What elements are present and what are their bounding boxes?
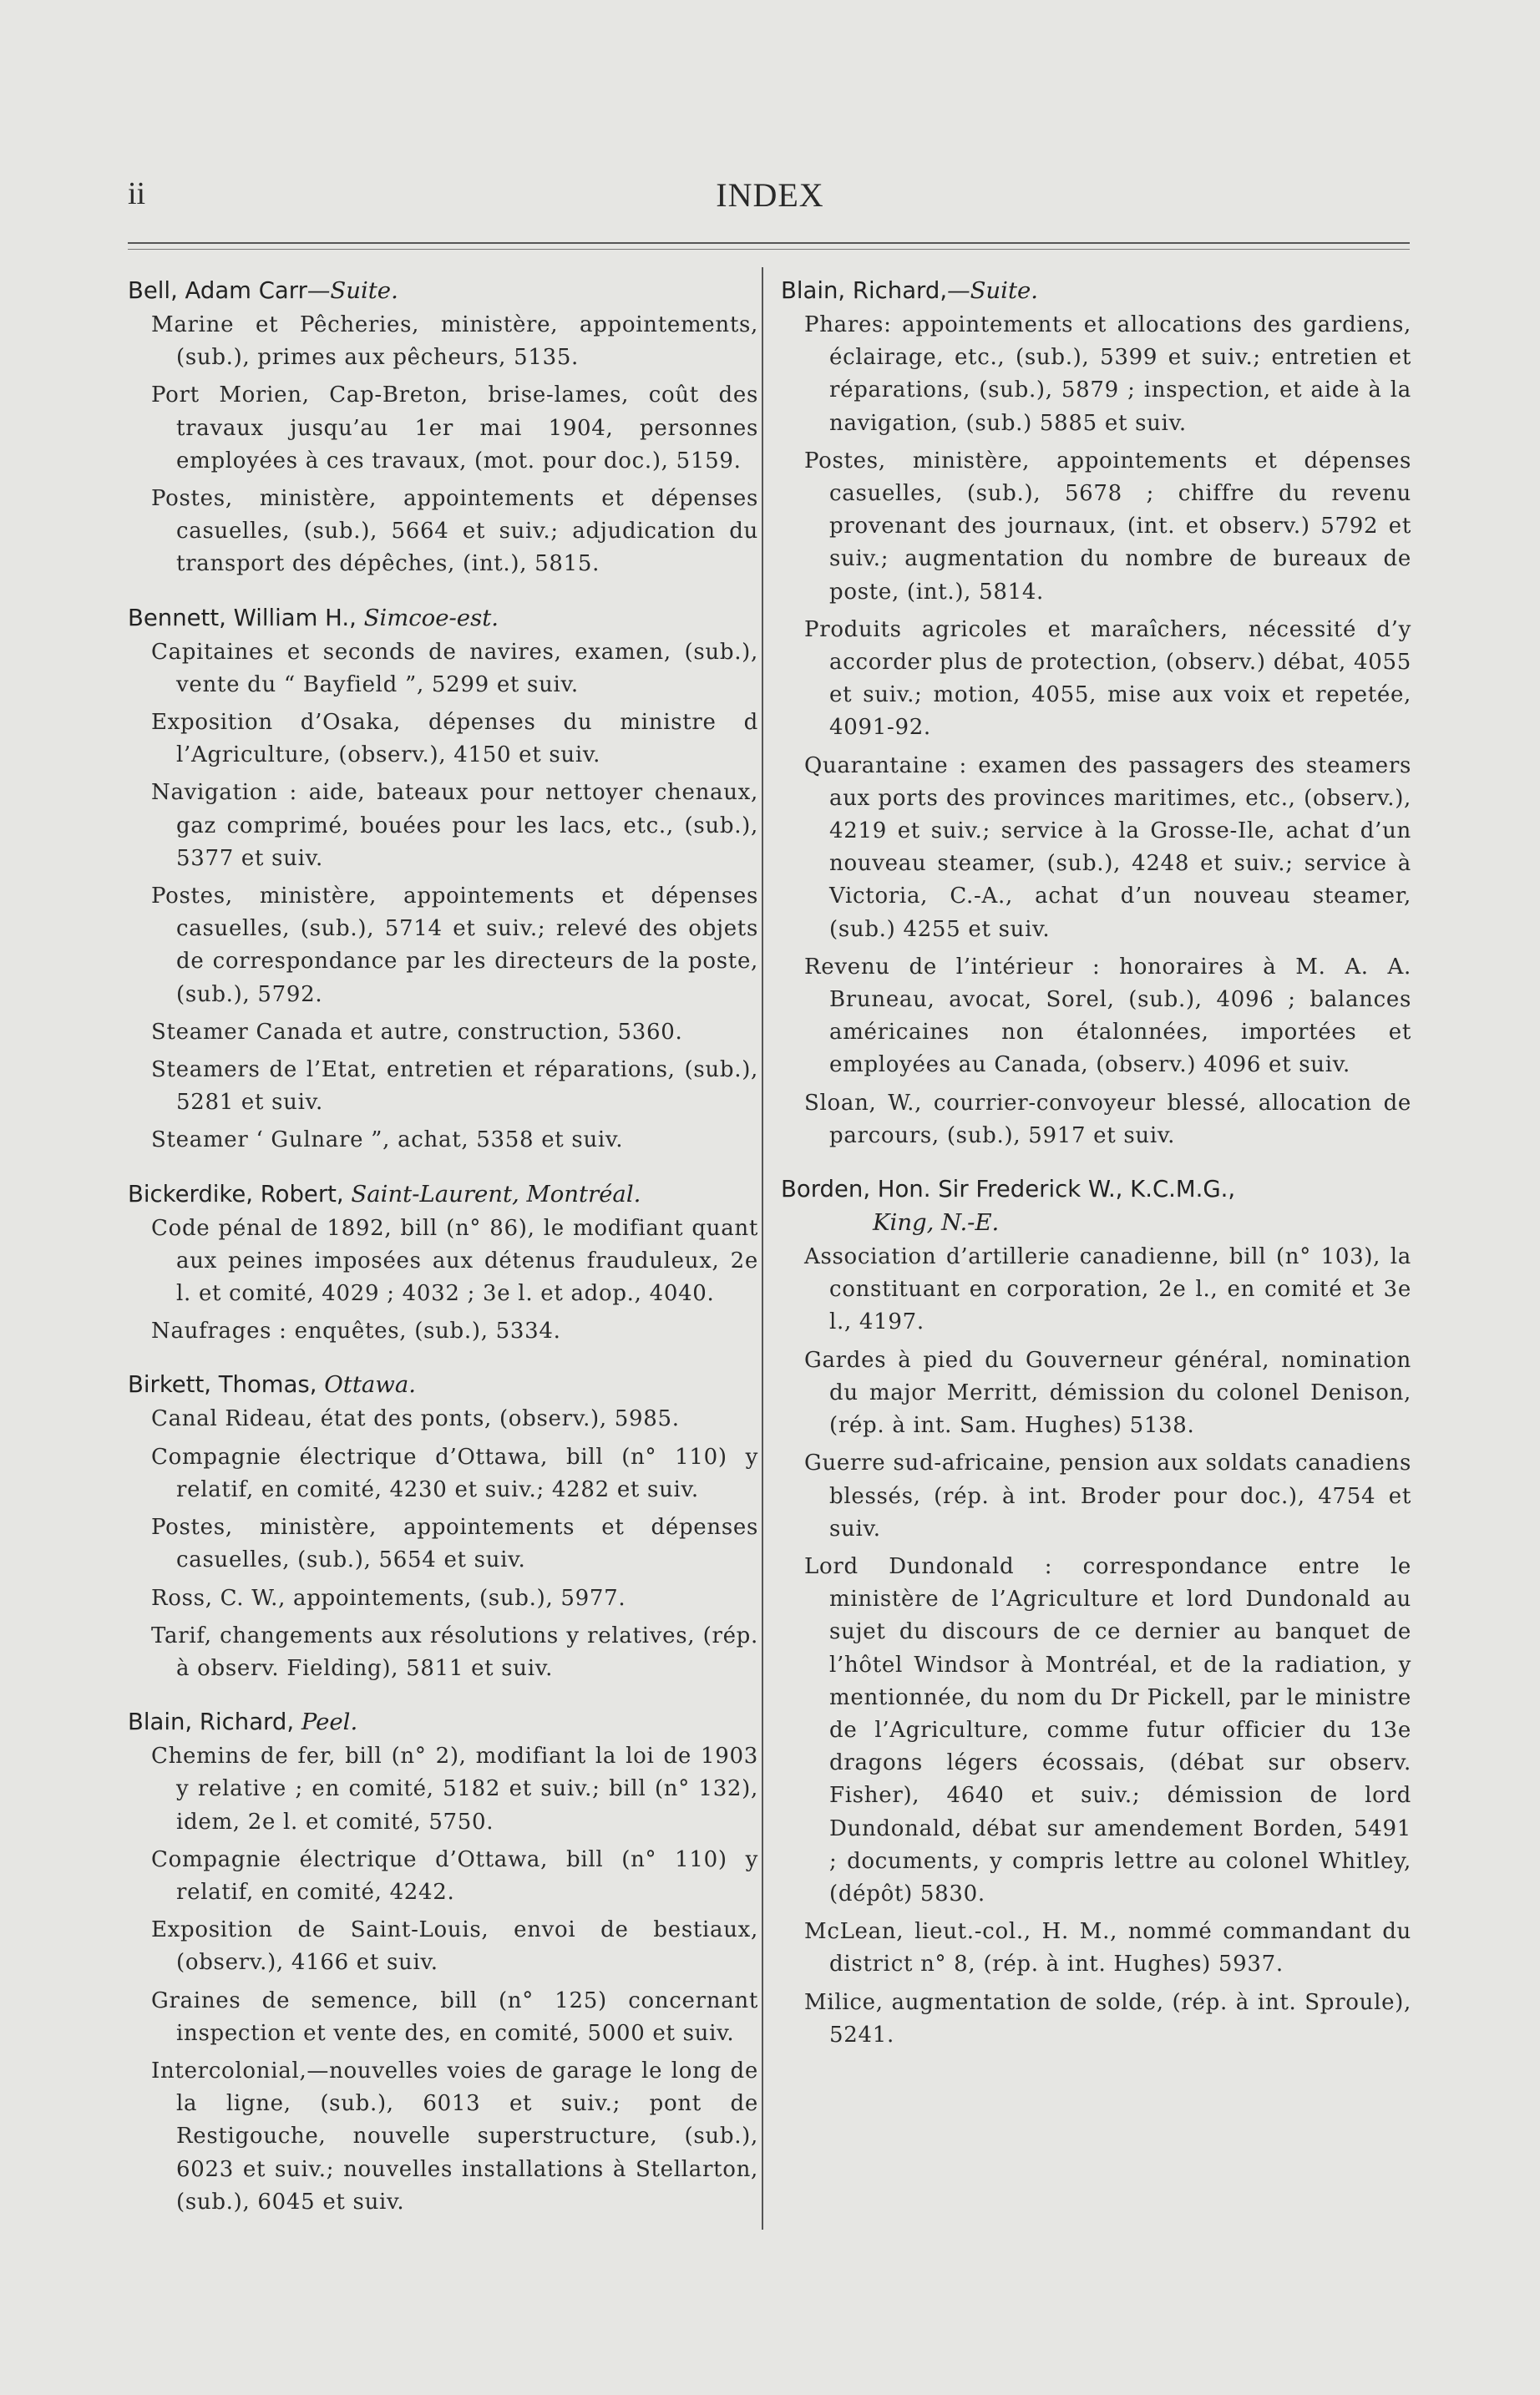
subentry: Postes, ministère, appointements et dépenses casuelles, (sub.), 5654 et suiv. [151, 1515, 758, 1573]
entry-heading [128, 1177, 758, 1211]
entry-heading [781, 1172, 1411, 1239]
subentry: Navigation : aide, bateaux pour nettoyer chenaux, gaz comprimé, bouées pour les lacs, etc., (sub.), 5377 et suiv. [151, 780, 758, 871]
entry-heading [128, 274, 758, 307]
entry-heading [128, 1705, 758, 1739]
entry-name: Blain, Richard, [128, 1709, 295, 1736]
page-number: ii [128, 176, 146, 211]
entry-qualifier: Ottawa. [317, 1371, 416, 1399]
subentry: Phares: appointements et allocations des gardiens, éclairage, etc., (sub.), 5399 et suiv.; entretien et réparations, (sub.), 5879 ; inspection, et aide à la navigation, (sub.) 5885 et suiv. [804, 312, 1411, 436]
subentry: Compagnie électrique d’Ottawa, bill (n° 110) y relatif, en comité, 4230 et suiv.; 4282 et suiv. [151, 1444, 758, 1502]
subentry: Association d’artillerie canadienne, bill (n° 103), la constituant en corporation, 2e l., en comité et 3e l., 4197. [804, 1244, 1411, 1335]
subentry: Chemins de fer, bill (n° 2), modifiant la loi de 1903 y relative ; en comité, 5182 et suiv.; bill (n° 132), idem, 2e l. et comité, 5750. [151, 1744, 758, 1835]
entry-qualifier: Peel. [294, 1709, 358, 1736]
running-title: INDEX [716, 176, 824, 214]
entry-name: Birkett, Thomas, [128, 1371, 317, 1399]
entry-name: Bickerdike, Robert, [128, 1180, 344, 1208]
subentry: Code pénal de 1892, bill (n° 86), le modifiant quant aux peines imposées aux détenus frauduleux, 2e l. et comité, 4029 ; 4032 ; 3e l. et adop., 4040. [151, 1215, 758, 1307]
entry-name: Blain, Richard, [781, 277, 948, 304]
subentry: Exposition de Saint-Louis, envoi de bestiaux, (observ.), 4166 et suiv. [151, 1917, 758, 1976]
index-entry [128, 1177, 758, 1349]
subentry: Canal Rideau, état des ponts, (observ.), 5985. [151, 1406, 680, 1432]
subentry: Intercolonial,—nouvelles voies de garage le long de la ligne, (sub.), 6013 et suiv.; pont de Restigouche, nouvelle superstructure, (sub.), 6023 et suiv.; nouvelles installations à Stellarton, (sub.), 6045 et suiv. [151, 2058, 758, 2215]
index-entry [781, 1172, 1411, 2052]
subentry: Tarif, changements aux résolutions y relatives, (rép. à observ. Fielding), 5811 et suiv. [151, 1623, 758, 1681]
subentry: Guerre sud-africaine, pension aux soldats canadiens blessés, (rép. à int. Broder pour doc.), 4754 et suiv. [804, 1451, 1411, 1542]
column-divider [762, 267, 763, 2230]
index-entry [128, 601, 758, 1157]
subentry: Marine et Pêcheries, ministère, appointements, (sub.), primes aux pêcheurs, 5135. [151, 312, 758, 371]
subentry: Postes, ministère, appointements et dépenses casuelles, (sub.), 5664 et suiv.; adjudication du transport des dépêches, (int.), 5815. [151, 486, 758, 577]
index-entry [128, 1368, 758, 1685]
subentry: Steamers de l’Etat, entretien et réparations, (sub.), 5281 et suiv. [151, 1057, 758, 1116]
subentry: Naufrages : enquêtes, (sub.), 5334. [151, 1319, 561, 1344]
index-entry [128, 274, 758, 581]
entry-qualifier: Simcoe-est. [356, 604, 499, 631]
subentry: Gardes à pied du Gouverneur général, nomination du major Merritt, démission du colonel Denison, (rép. à int. Sam. Hughes) 5138. [804, 1347, 1411, 1439]
entry-heading [128, 1368, 758, 1401]
subentry: Postes, ministère, appointements et dépenses casuelles, (sub.), 5714 et suiv.; relevé des objets de correspondance par les directeurs de la poste, (sub.), 5792. [151, 884, 758, 1007]
subentry: McLean, lieut.-col., H. M., nommé commandant du district n° 8, (rép. à int. Hughes) 5937. [804, 1919, 1411, 1977]
index-entry [781, 274, 1411, 1152]
subentry: Compagnie électrique d’Ottawa, bill (n° 110) y relatif, en comité, 4242. [151, 1846, 758, 1905]
entry-qualifier: King, N.-E. [873, 1209, 1000, 1237]
subentry: Milice, augmentation de solde, (rép. à int. Sproule), 5241. [804, 1989, 1411, 2048]
subentry: Graines de semence, bill (n° 125) concernant inspection et vente des, en comité, 5000 et suiv. [151, 1987, 758, 2046]
entry-qualifier: —Suite. [947, 277, 1039, 304]
subentry: Ross, C. W., appointements, (sub.), 5977. [151, 1585, 626, 1611]
index-entry [128, 1705, 758, 2219]
subentry: Produits agricoles et maraîchers, nécessité d’y accorder plus de protection, (observ.) débat, 4055 et suiv.; motion, 4055, mise aux voix et repetée, 4091-92. [804, 616, 1411, 741]
header-rule-thin [128, 249, 1410, 250]
subentry: Steamer Canada et autre, construction, 5360. [151, 1019, 683, 1045]
entry-name: Bennett, William H., [128, 604, 357, 631]
subentry: Sloan, W., courrier-convoyeur blessé, allocation de parcours, (sub.), 5917 et suiv. [804, 1090, 1411, 1148]
entry-name: Borden, Hon. Sir Frederick W., K.C.M.G., [781, 1176, 1236, 1203]
header-rule [128, 242, 1410, 244]
entry-qualifier: —Suite. [306, 277, 398, 304]
entry-name: Bell, Adam Carr [128, 277, 307, 304]
entry-heading [781, 274, 1411, 307]
page-header [0, 175, 1540, 225]
entry-heading [128, 601, 758, 635]
right-column [781, 274, 1411, 2072]
entry-qualifier: Saint-Laurent, Montréal. [343, 1180, 641, 1208]
subentry: Postes, ministère, appointements et dépenses casuelles, (sub.), 5678 ; chiffre du revenu provenant des journaux, (int. et observ.) 5792 et suiv.; augmentation du nombre de bureaux de poste, (int.), 5814. [804, 448, 1411, 605]
subentry: Revenu de l’intérieur : honoraires à M. A. A. Bruneau, avocat, Sorel, (sub.), 4096 ; balances américaines non étalonnées, importées et employées au Canada, (observ.) 4096 et suiv. [804, 954, 1411, 1078]
subentry: Exposition d’Osaka, dépenses du ministre d l’Agriculture, (observ.), 4150 et suiv. [151, 710, 758, 768]
subentry: Capitaines et seconds de navires, examen, (sub.), vente du “ Bayfield ”, 5299 et suiv. [151, 639, 758, 697]
left-column [128, 274, 758, 2239]
subentry: Steamer ‘ Gulnare ”, achat, 5358 et suiv. [151, 1127, 624, 1153]
subentry: Port Morien, Cap-Breton, brise-lames, coût des travaux jusqu’au 1er mai 1904, personnes employées à ces travaux, (mot. pour doc.), 5159. [151, 382, 758, 473]
subentry: Quarantaine : examen des passagers des steamers aux ports des provinces maritimes, etc., (observ.), 4219 et suiv.; service à la Grosse-Ile, achat d’un nouveau steamer, (sub.), 4248 et suiv.; service à Victoria, C.-A., achat d’un nouveau steamer, (sub.) 4255 et suiv. [804, 752, 1411, 942]
subentry: Lord Dundonald : correspondance entre le ministère de l’Agriculture et lord Dundonald au sujet du discours de ce dernier au banquet de l’hôtel Windsor à Montréal, et de la radiation, y mentionnée, du nom du Dr Pickell, par le ministre de l’Agriculture, comme futur officier du 13e dragons légers écossais, (débat sur observ. Fisher), 4640 et suiv.; démission de lord Dundonald, débat sur amendement Borden, 5491 ; documents, y compris lettre au colonel Whitley, (dépôt) 5830. [804, 1553, 1411, 1906]
